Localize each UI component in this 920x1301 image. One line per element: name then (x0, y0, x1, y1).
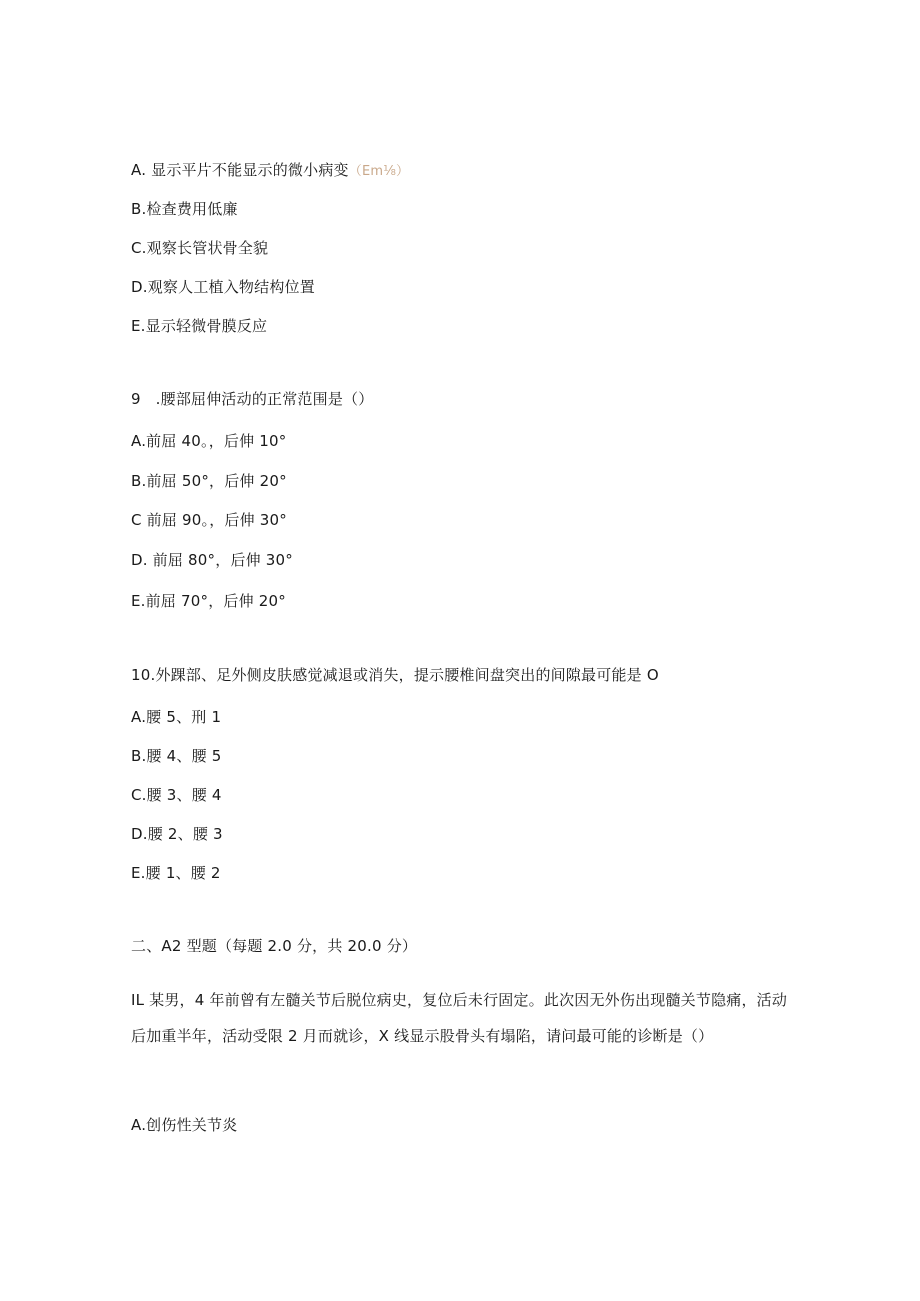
q8-annotation: （Em⅛） (348, 164, 410, 179)
q9-option-d: D. 前屈 80°，后伸 30° (131, 551, 293, 569)
q11-question: IL 某男，4 年前曾有左髓关节后脱位病史，复位后未行固定。此次因无外伤出现髓关节隐痛，活动后加重半年，活动受限 2 月而就诊，X 线显示股骨头有塌陷，请问最可能的诊断是（） (131, 991, 788, 1045)
q11-option-a: A.创伤性关节炎 (131, 1116, 238, 1134)
q10-option-d: D.腰 2、腰 3 (131, 825, 223, 843)
q9-question: 9 .腰部屈伸活动的正常范围是（） (131, 390, 374, 408)
q10-option-c: C.腰 3、腰 4 (131, 786, 222, 804)
q8-option-e: E.显示轻微骨膜反应 (131, 317, 268, 335)
q10-question: 10.外踝部、足外侧皮肤感觉减退或消失，提示腰椎间盘突出的间隙最可能是 O (131, 666, 659, 684)
q9-option-e: E.前屈 70°，后伸 20° (131, 592, 286, 610)
q9-option-c: C 前屈 90。，后伸 30° (131, 511, 287, 529)
q9-option-b: B.前屈 50°，后伸 20° (131, 472, 287, 490)
q8-option-c: C.观察长管状骨全貌 (131, 239, 269, 257)
q8-option-d: D.观察人工植入物结构位置 (131, 278, 315, 296)
q8-option-b: B.检查费用低廉 (131, 200, 238, 218)
q10-option-e: E.腰 1、腰 2 (131, 864, 221, 882)
q8-option-a (131, 160, 409, 182)
q10-option-a: A.腰 5、刑 1 (131, 708, 222, 726)
q8-option-a-text: A. 显示平片不能显示的微小病变 (131, 161, 349, 179)
q10-option-b: B.腰 4、腰 5 (131, 747, 222, 765)
q9-option-a: A.前屈 40。，后伸 10° (131, 432, 287, 450)
section-heading: 二、A2 型题（每题 2.0 分，共 20.0 分） (131, 937, 418, 955)
